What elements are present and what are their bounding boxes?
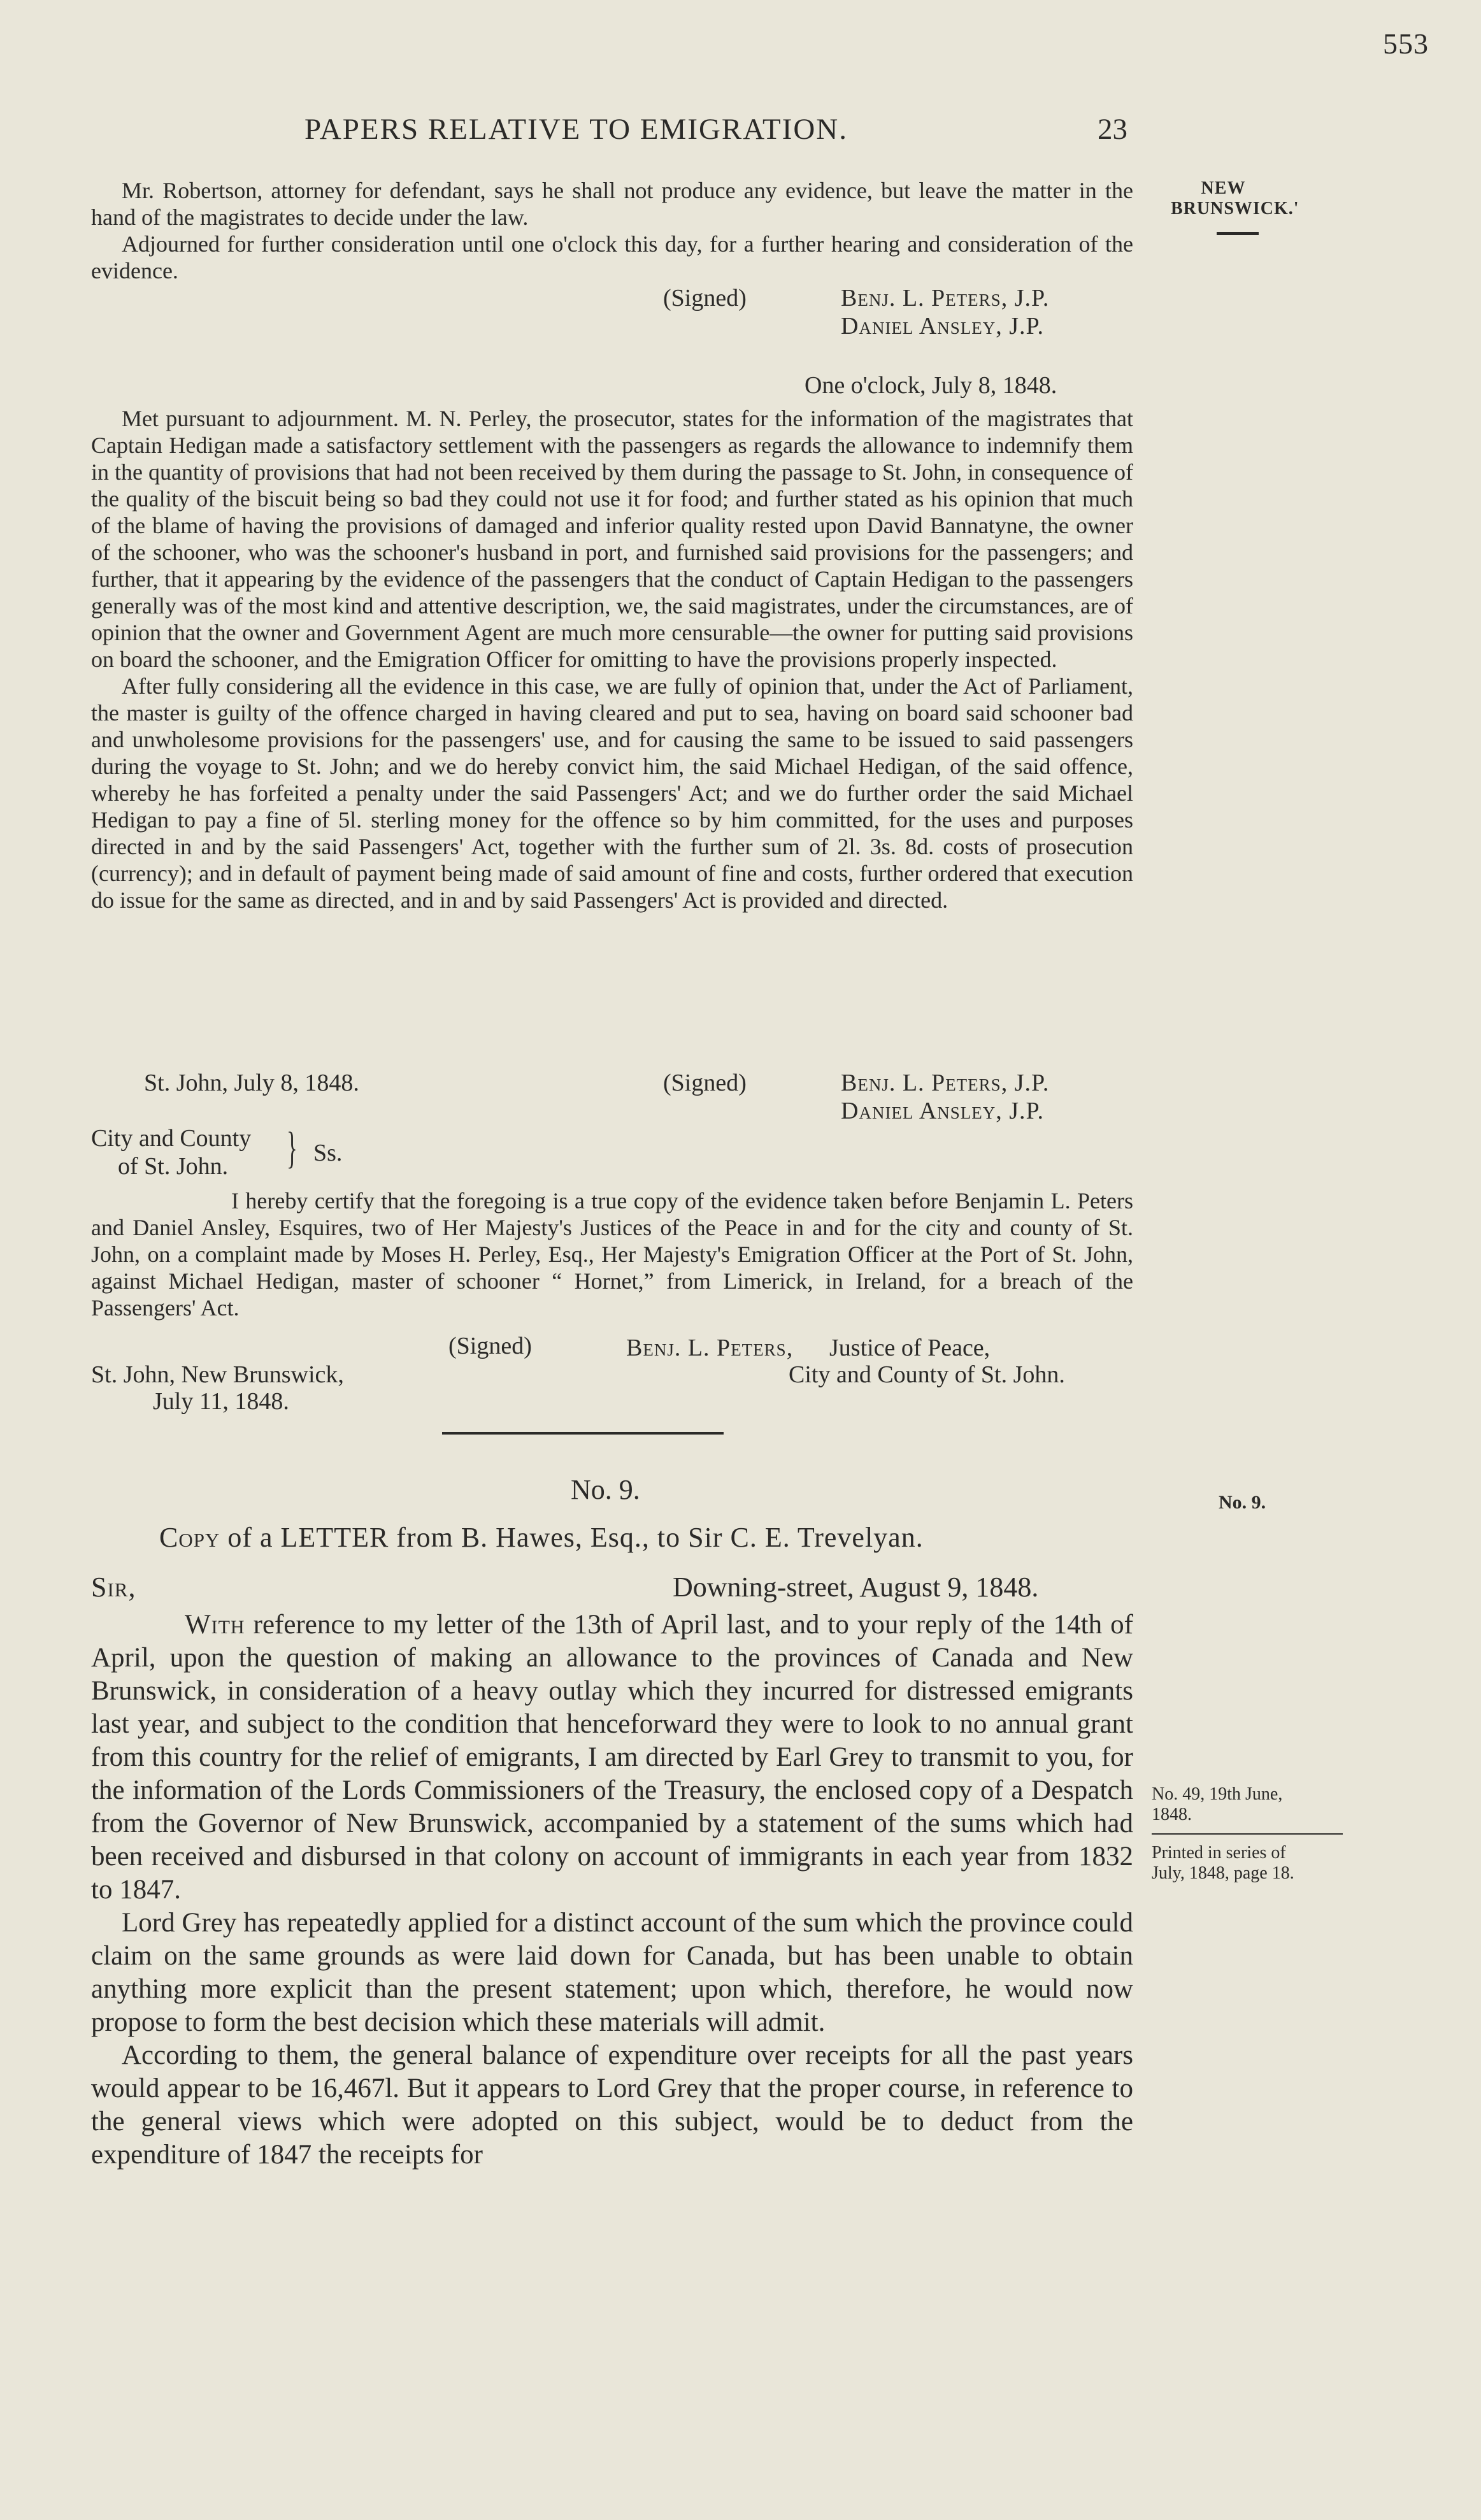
letter-title-copy: Copy [159, 1522, 220, 1553]
adjournment-note: Adjourned for further consideration until one o'clock this day, for a further hearing and consideration of the evidence. [91, 231, 1133, 283]
record-opening [91, 177, 1133, 284]
section-divider [442, 1432, 724, 1435]
letter-lead-word: With [185, 1610, 245, 1640]
letter-title-rest: of a LETTER from B. Hawes, Esq., to Sir C. E. Trevelyan. [227, 1522, 924, 1553]
margin-reference [1152, 1784, 1343, 1825]
dateline: Downing-street, August 9, 1848. [673, 1571, 1039, 1603]
session-time: One o'clock, July 8, 1848. [805, 372, 1057, 399]
certification-text: I hereby certify that the foregoing is a true copy of the evidence taken before Benjamin L. Peters and Daniel Ansley, Esquires, two of Her Majesty's Justices of the Peace in and for the city and county of St. John, on a complaint made by Moses H. Perley, Esq., Her Majesty's Emigration Officer at the Port of St. John, against Michael Hedigan, master of schooner “ Hornet,” from Limerick, in Ireland, for a breach of the Passengers' Act. [91, 1188, 1133, 1321]
defendant-statement: Mr. Robertson, attorney for defendant, says he shall not produce any evidence, but leave the matter in the hand of the magistrates to decide under the law. [91, 178, 1133, 230]
letter-paragraph-1 [91, 1608, 1133, 1907]
letter-paragraph-2: Lord Grey has repeatedly applied for a distinct account of the sum which the province could claim on the same grounds as were laid down for Canada, but has been unable to obtain anything more explicit than the present statement; upon which, therefore, he would now propose to form the best decision which these materials will admit. [91, 1908, 1133, 2037]
signature-title-3: Justice of Peace, [829, 1335, 991, 1361]
running-title: PAPERS RELATIVE TO EMIGRATION. [304, 113, 848, 146]
letter-number: No. 9. [571, 1474, 640, 1505]
margin-printed-note [1152, 1843, 1356, 1884]
signature-peters-2: Benj. L. Peters, J.P. [841, 1070, 1050, 1096]
letter-title [159, 1521, 924, 1554]
margin-province-line2: BRUNSWICK.' [1171, 199, 1299, 218]
record-findings [91, 405, 1133, 913]
signature-peters-1: Benj. L. Peters, J.P. [841, 285, 1050, 311]
letter-paragraph-3: According to them, the general balance of expenditure over receipts for all the past years would appear to be 16,467l. But it appears to Lord Grey that the proper course, in reference to the general views which were adopted on this subject, would be to deduct from the expenditure of 1847 the receipts for [91, 2040, 1133, 2170]
margin-ref-line1: No. 49, 19th June, [1152, 1784, 1283, 1804]
folio-number: 23 [1098, 113, 1127, 146]
findings-paragraph: Met pursuant to adjournment. M. N. Perley, the prosecutor, states for the information of the magistrates that Captain Hedigan made a satisfactory settlement with the passengers as regards the allowance to indemnify them in the quantity of provisions that had not been received by them during the passage to St. John, in consequence of the quality of the biscuit being so bad they could not use it for food; and further stated as his opinion that much of the blame of having the provisions of damaged and inferior quality rested upon David Bannatyne, the owner of the schooner, who was the schooner's husband in port, and furnished said provisions for the passengers; and further, that it appearing by the evidence of the passengers that the conduct of Captain Hedigan to the passengers generally was of the most kind and attentive description, we, the said magistrates, under the circumstances, are of opinion that the owner and Government Agent are much more censurable—the owner for putting said provisions on board the schooner, and the Emigration Officer for omitting to have the provisions properly inspected. [91, 406, 1133, 672]
signed-label-1: (Signed) [663, 285, 747, 311]
salutation: Sir, [91, 1571, 136, 1603]
signature-peters-3: Benj. L. Peters, [626, 1335, 794, 1361]
signature-block-2 [841, 1069, 1049, 1125]
signed-label-2: (Signed) [663, 1070, 747, 1096]
venue-line1: City and County [91, 1125, 252, 1152]
margin-printed-line1: Printed in series of [1152, 1843, 1286, 1863]
margin-ref-line2: 1848. [1152, 1805, 1192, 1824]
venue-brace: } [287, 1124, 297, 1173]
signature-place-3: City and County of St. John. [789, 1361, 1065, 1388]
closing-date: July 11, 1848. [153, 1388, 289, 1415]
venue-ss: Ss. [313, 1140, 343, 1166]
certification [91, 1187, 1133, 1321]
margin-province [1171, 178, 1299, 219]
venue-line2: of St. John. [118, 1153, 229, 1180]
letter-body [91, 1608, 1133, 2172]
margin-printed-line2: July, 1848, page 18. [1152, 1863, 1294, 1883]
page-number: 553 [1383, 27, 1429, 60]
margin-province-line1: NEW [1201, 178, 1246, 198]
conviction-paragraph: After fully considering all the evidence in this case, we are fully of opinion that, under the Act of Parliament, the master is guilty of the offence charged in having cleared and put to sea, having on board said schooner bad and unwholesome provisions for the passengers' use, and for causing the same to be issued to said passengers during the voyage to St. John; and we do hereby convict him, the said Michael Hedigan, of the said offence, whereby he has forfeited a penalty under the said Passengers' Act; and we do further order the said Michael Hedigan to pay a fine of 5l. sterling money for the offence so by him committed, for the uses and purposes directed in and by the said Passengers' Act, together with the further sum of 2l. 3s. 8d. costs of prosecution (currency); and in default of payment being made of said amount of fine and costs, further ordered that execution do issue for the same as directed, and in and by said Passengers' Act is provided and directed. [91, 673, 1133, 913]
signed-label-3: (Signed) [448, 1333, 532, 1359]
signature-block-1 [841, 284, 1049, 340]
margin-rule [1217, 232, 1259, 235]
signature-ansley-1: Daniel Ansley, J.P. [841, 313, 1044, 340]
margin-ref-rule [1152, 1833, 1343, 1835]
venue-label [91, 1124, 251, 1180]
signature-ansley-2: Daniel Ansley, J.P. [841, 1098, 1044, 1124]
closing-place: St. John, New Brunswick, [91, 1361, 344, 1388]
place-date: St. John, July 8, 1848. [144, 1070, 359, 1096]
margin-doc-number: No. 9. [1219, 1492, 1266, 1513]
letter-paragraph-1-text: reference to my letter of the 13th of April last, and to your reply of the 14th of April, upon the question of making an allowance to the provinces of Canada and New Brunswick, in consideration of a heavy outlay which they incurred for distressed emigrants last year, and subject to the condition that henceforward they were to look to no annual grant from this country for the relief of emigrants, I am directed by Earl Grey to transmit to you, for the information of the Lords Commissioners of the Treasury, the enclosed copy of a Despatch from the Governor of New Brunswick, accompanied by a statement of the sums which had been received and disbursed in that colony on account of immigrants in each year from 1832 to 1847. [91, 1610, 1133, 1905]
